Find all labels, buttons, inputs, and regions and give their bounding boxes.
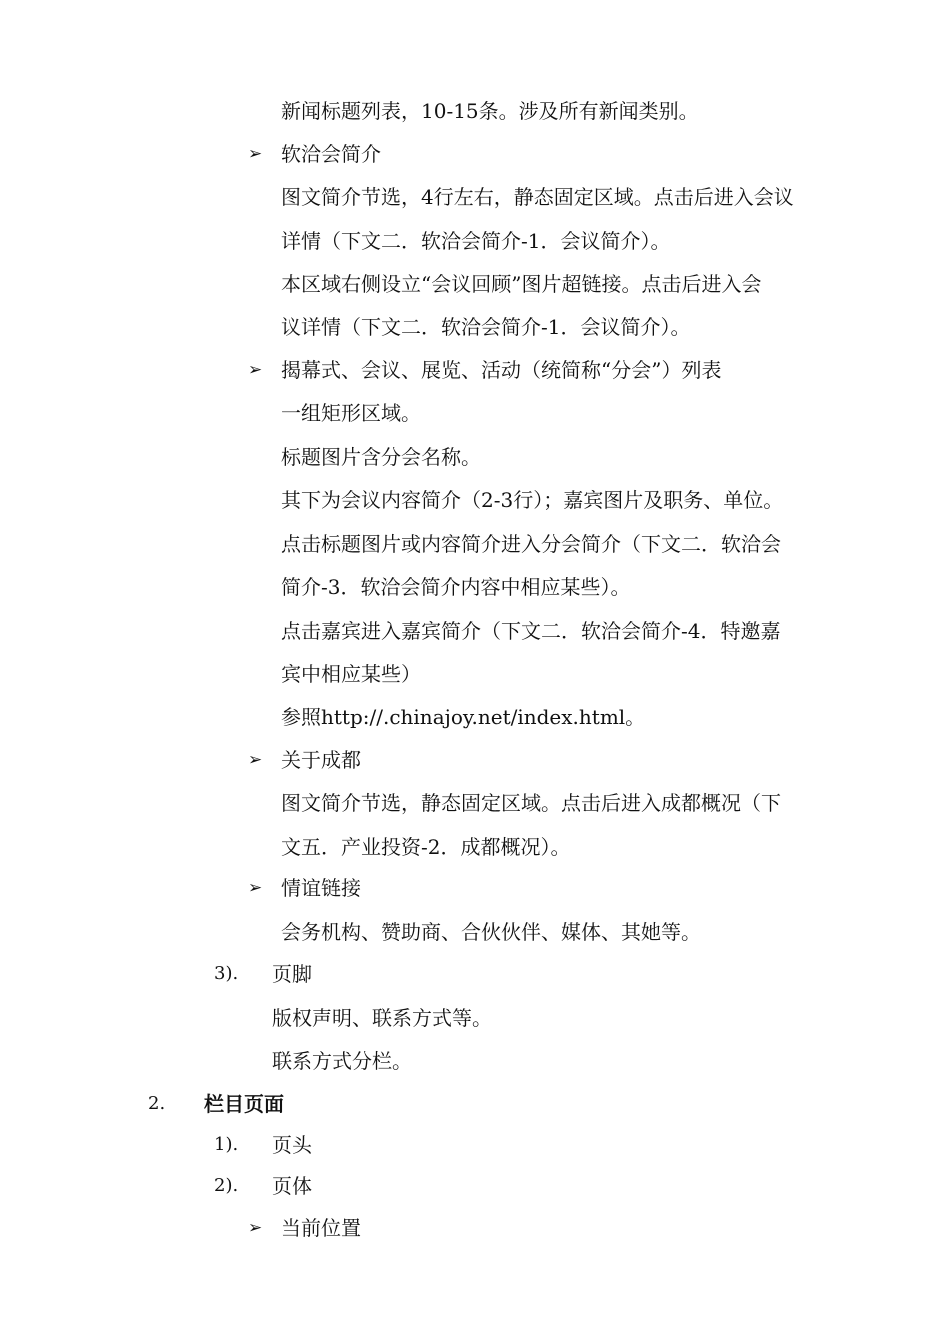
item-number: 1). xyxy=(214,1134,239,1155)
text-line: 新闻标题列表，10-15条。涉及所有新闻类别。 xyxy=(281,99,699,123)
text-line: 联系方式分栏。 xyxy=(272,1049,412,1073)
section-heading: 揭幕式、会议、展览、活动（统简称“分会”）列表 xyxy=(281,358,722,382)
text-line: 议详情（下文二．软洽会简介-1．会议简介）。 xyxy=(281,315,691,339)
text-line: 其下为会议内容简介（2-3行）；嘉宾图片及职务、单位。 xyxy=(281,488,784,512)
text-line: 标题图片含分会名称。 xyxy=(281,445,481,469)
section-heading: 关于成都 xyxy=(281,748,361,772)
arrow-bullet-icon: ➢ xyxy=(248,144,263,164)
section-heading: 软洽会简介 xyxy=(281,142,381,166)
text-line: 点击标题图片或内容简介进入分会简介（下文二．软洽会 xyxy=(281,532,781,556)
item-number: 2. xyxy=(148,1093,166,1114)
arrow-bullet-icon: ➢ xyxy=(248,878,263,898)
text-line: 图文简介节选，静态固定区域。点击后进入成都概况（下 xyxy=(281,791,781,815)
subsection-heading: 页脚 xyxy=(272,962,312,986)
section-heading: 当前位置 xyxy=(281,1216,361,1240)
chapter-heading: 栏目页面 xyxy=(204,1092,284,1116)
arrow-bullet-icon: ➢ xyxy=(248,750,263,770)
text-line: 简介-3．软洽会简介内容中相应某些）。 xyxy=(281,575,631,599)
section-heading: 情谊链接 xyxy=(281,876,361,900)
item-number: 2). xyxy=(214,1175,239,1196)
arrow-bullet-icon: ➢ xyxy=(248,360,263,380)
text-line: 会务机构、赞助商、合伙伙伴、媒体、其她等。 xyxy=(281,920,701,944)
text-line: 本区域右侧设立“会议回顾”图片超链接。点击后进入会 xyxy=(281,272,762,296)
arrow-bullet-icon: ➢ xyxy=(248,1218,263,1238)
text-line: 文五．产业投资-2．成都概况）。 xyxy=(281,835,571,859)
text-line: 图文简介节选，4行左右，静态固定区域。点击后进入会议 xyxy=(281,185,794,209)
text-line: 详情（下文二．软洽会简介-1．会议简介）。 xyxy=(281,229,671,253)
item-number: 3). xyxy=(214,963,239,984)
subsection-heading: 页体 xyxy=(272,1174,312,1198)
subsection-heading: 页头 xyxy=(272,1133,312,1157)
text-line: 版权声明、联系方式等。 xyxy=(272,1006,492,1030)
text-line: 宾中相应某些） xyxy=(281,662,421,686)
text-line: 参照http://.chinajoy.net/index.html。 xyxy=(281,705,646,729)
text-line: 一组矩形区域。 xyxy=(281,401,421,425)
text-line: 点击嘉宾进入嘉宾简介（下文二．软洽会简介-4．特邀嘉 xyxy=(281,619,781,643)
